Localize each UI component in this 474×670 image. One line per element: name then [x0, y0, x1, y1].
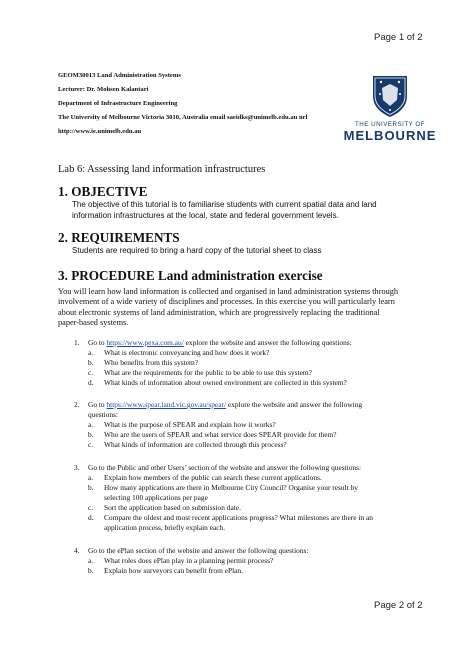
- question-2: [74, 400, 419, 419]
- lecturer-line: Lecturer: Dr. Mohsen Kalantari: [58, 86, 149, 93]
- objective-text: [72, 200, 417, 221]
- objective-heading: 1. OBJECTIVE: [58, 184, 148, 199]
- sub-question: c. Sort the application based on submission date.: [88, 503, 241, 512]
- requirements-heading: 2. REQUIREMENTS: [58, 230, 180, 245]
- sub-question: b. Who are the users of SPEAR and what service does SPEAR provide for them?: [88, 430, 337, 439]
- question-number: 1.: [74, 338, 80, 347]
- department-line: Department of Infrastructure Engineering: [58, 100, 178, 107]
- question-text: Go to the ePlan section of the website and answer the following questions:: [88, 546, 309, 555]
- url-line[interactable]: http://www.ie.unimelb.edu.au: [58, 128, 142, 135]
- intro-line: paper-based systems.: [58, 318, 129, 328]
- sub-question: b. Explain how surveyors can benefit from ePlan.: [88, 566, 243, 575]
- logo-text-big: MELBOURNE: [343, 128, 437, 143]
- sub-question: b. Who benefits from this system?: [88, 358, 199, 367]
- spear-link[interactable]: https://www.spear.land.vic.gov.au/spear/: [106, 400, 227, 409]
- university-logo: [340, 74, 440, 143]
- objective-line: information infrastructures at the local, state and federal government levels.: [72, 210, 339, 220]
- procedure-heading: 3. PROCEDURE Land administration exercise: [58, 268, 323, 283]
- sub-question: b. How many applications are there in Melbourne City Council? Organise your result by selecting 100 applications per page: [88, 483, 358, 502]
- sub-question: d. Compare the oldest and most recent applications progress? What milestones are there in an application process, briefly explain each.: [88, 513, 373, 532]
- question-3: [74, 463, 419, 473]
- sub-question: c. What kinds of information are collected through this process?: [88, 440, 287, 449]
- requirements-text: Students are required to bring a hard copy of the tutorial sheet to class: [72, 246, 322, 255]
- sub-question: a. What is electronic conveyancing and how does it work?: [88, 348, 270, 357]
- question-number: 3.: [74, 463, 80, 472]
- intro-line: You will learn how land information is collected and organised in land administration systems through: [58, 287, 399, 296]
- address-line: The University of Melbourne Victoria 3010, Australia email saeidks@unimelb.edu.au url: [58, 114, 308, 121]
- page-indicator-top: Page 1 of 2: [374, 32, 423, 43]
- question-number: 2.: [74, 400, 80, 409]
- question-4: [74, 546, 419, 556]
- sub-question: a. What is the purpose of SPEAR and explain how it works?: [88, 420, 276, 429]
- question-text: Go to the Public and other Users’ section of the website and answer the following questions:: [88, 463, 362, 472]
- sub-question: c. What are the requirements for the public to be able to use this system?: [88, 368, 312, 377]
- sub-question: a. What roles does ePlan play in a planning permit process?: [88, 556, 274, 565]
- intro-line: involvement of a wide variety of disciplines and processes. In this exercise you will particularly learn: [58, 297, 395, 307]
- question-1: [74, 338, 419, 348]
- question-number: 4.: [74, 546, 80, 555]
- sub-question: a. Explain how members of the public can search these current applications.: [88, 473, 322, 482]
- crest-icon: [371, 74, 409, 118]
- page-indicator-bottom: Page 2 of 2: [374, 600, 423, 611]
- intro-line: about electronic systems of land administration, which are progressively replacing the traditional: [58, 307, 380, 317]
- sub-question: d. What kinds of information about owned environment are collected in this system?: [88, 378, 347, 387]
- question-text: Go to https://www.spear.land.vic.gov.au/spear/ explore the website and answer the following questions:: [88, 400, 363, 419]
- logo-text-small: THE UNIVERSITY OF: [355, 121, 425, 128]
- question-text: Go to https://www.pexa.com.au/ explore the website and answer the following questions:: [88, 338, 352, 347]
- objective-line: The objective of this tutorial is to familiarise students with current spatial data and land: [72, 200, 377, 209]
- course-line: GEOM30013 Land Administration Systems: [58, 72, 181, 79]
- procedure-intro: [58, 287, 418, 329]
- pexa-link[interactable]: https://www.pexa.com.au/: [106, 338, 184, 347]
- lab-title: Lab 6: Assessing land information infrastructures: [58, 164, 266, 175]
